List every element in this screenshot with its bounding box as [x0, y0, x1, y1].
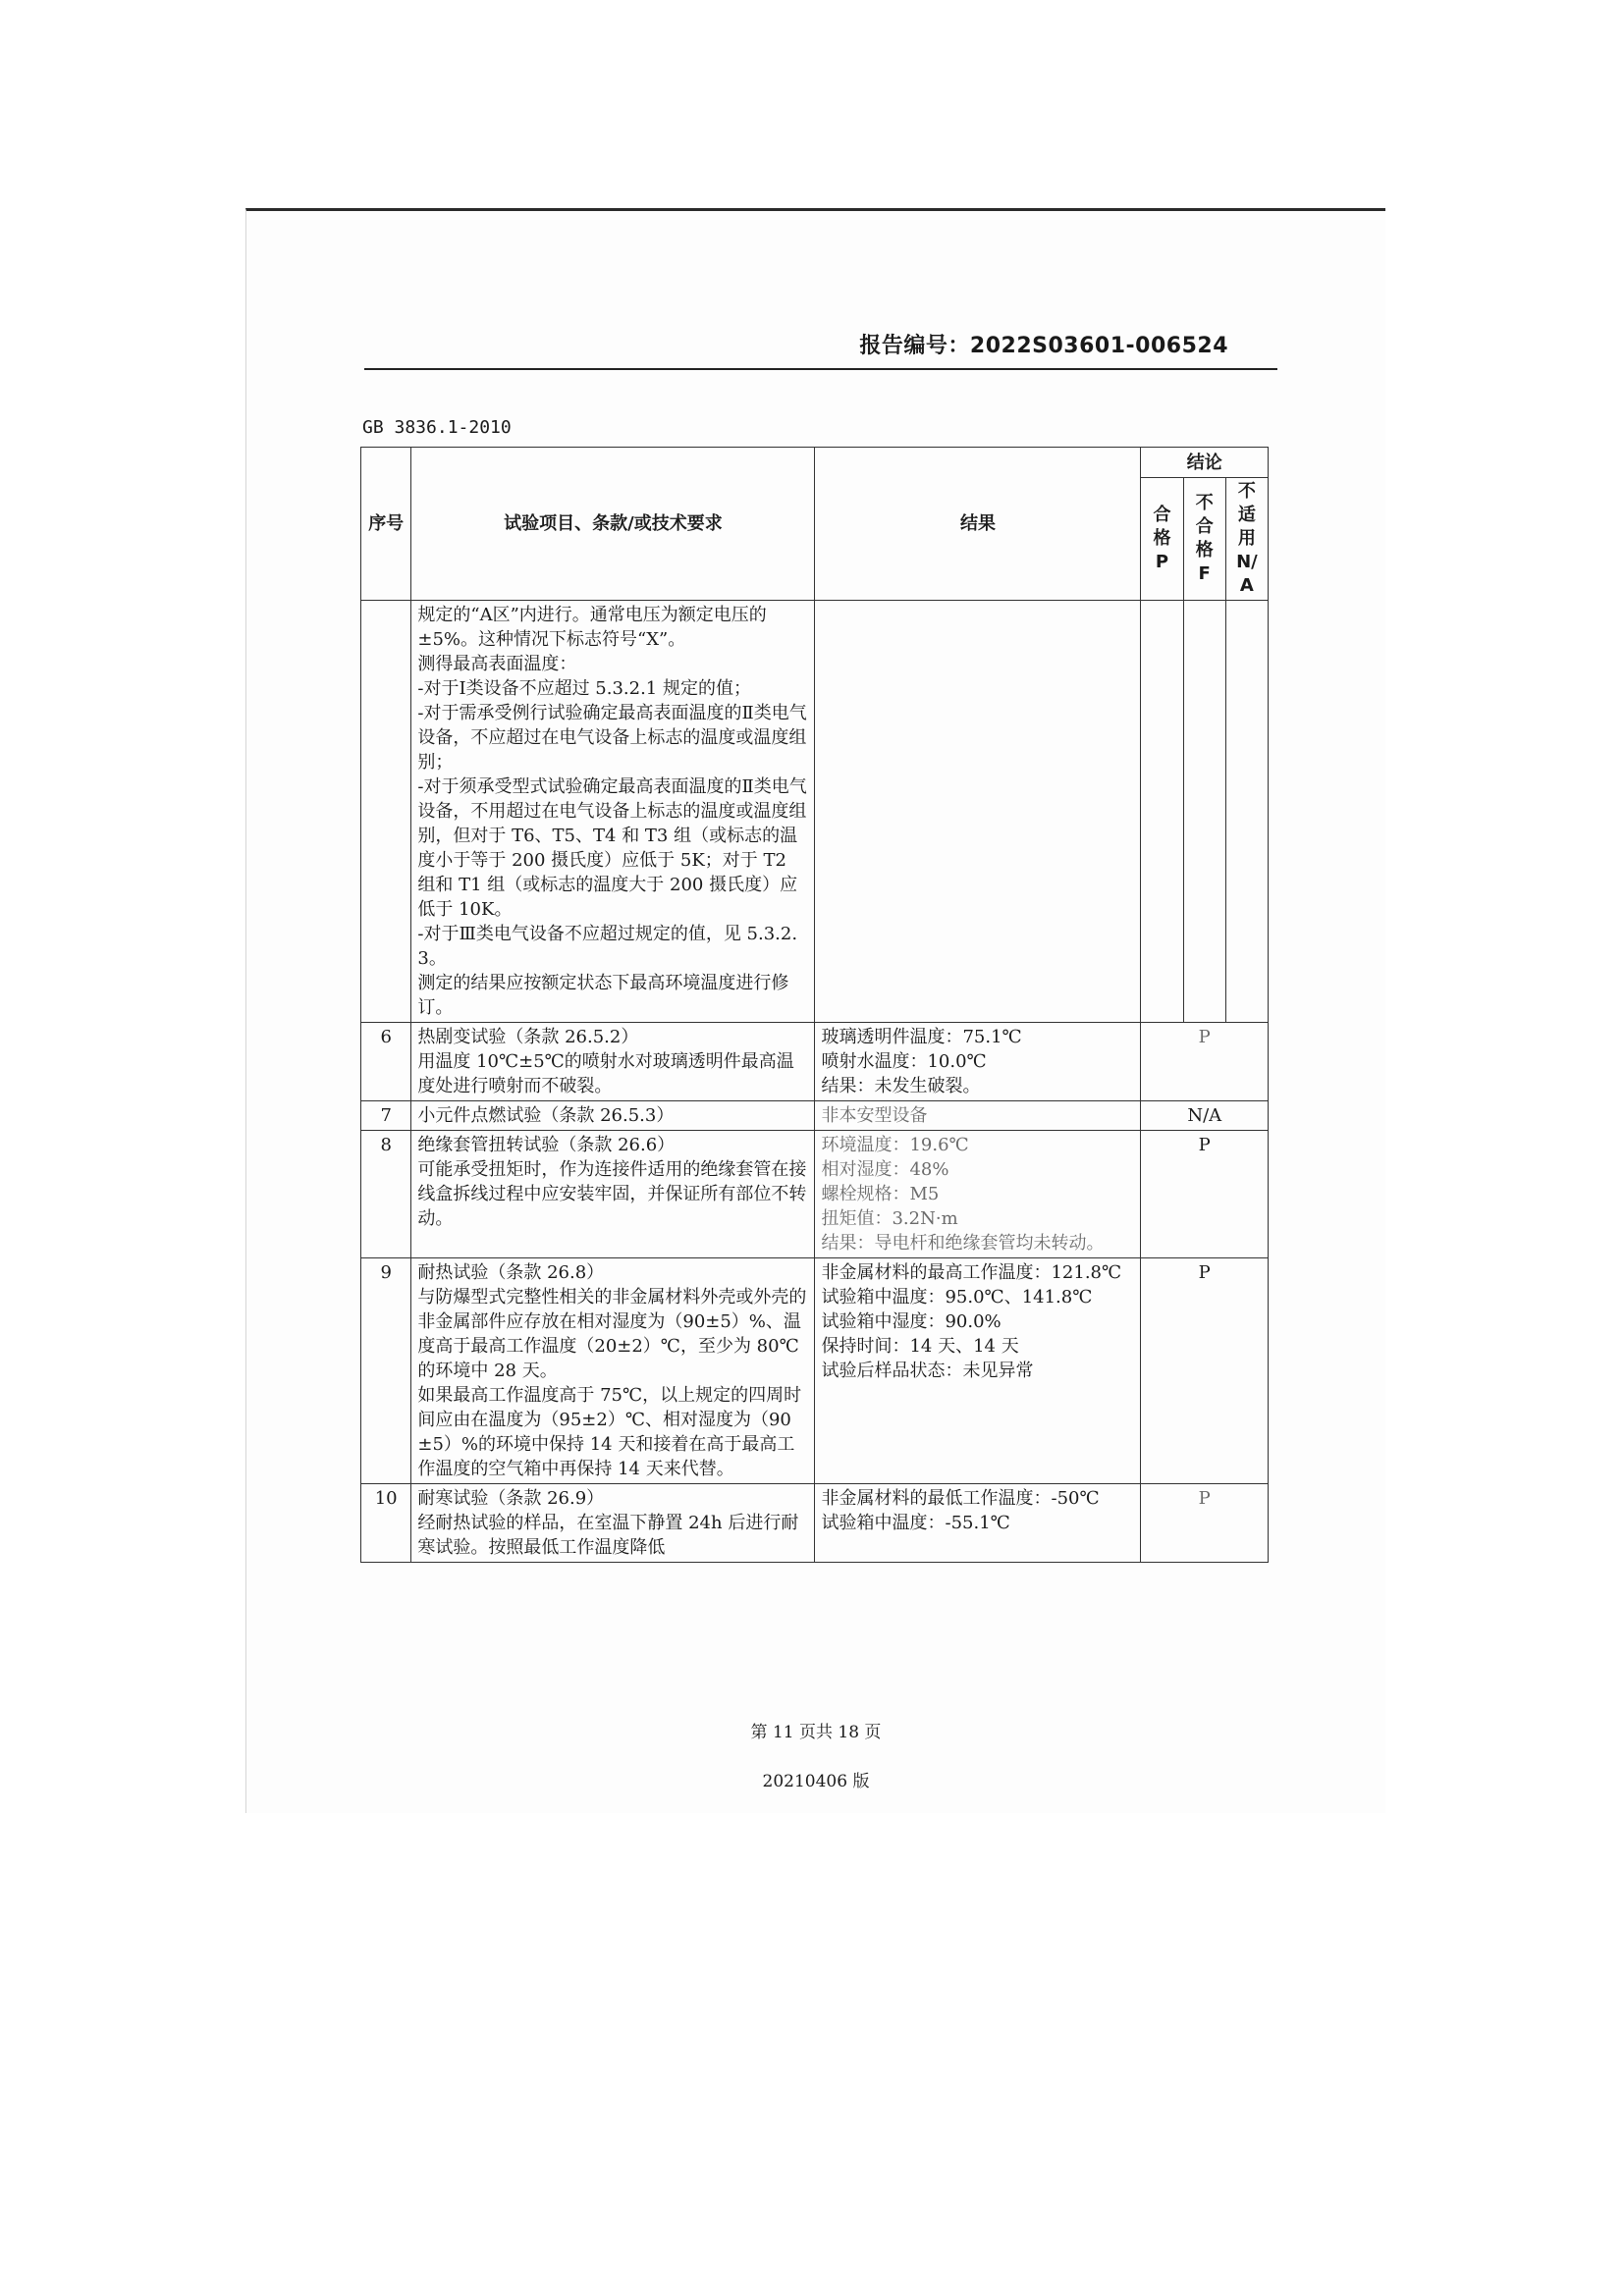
result-line: 保持时间：14 天、14 天	[821, 1336, 1019, 1357]
continuation-line: -对于需承受例行试验确定最高表面温度的Ⅱ类电气设备，不应超过在电气设备上标志的温度或温度组别；	[417, 703, 807, 773]
cell-item	[411, 1023, 815, 1101]
cell-verdict: N/A	[1141, 1101, 1269, 1131]
result-line: 扭矩值：3.2N·m	[821, 1208, 958, 1229]
continuation-line: 测得最高表面温度：	[417, 654, 577, 674]
continuation-line: 测定的结果应按额定状态下最高环境温度进行修订。	[417, 973, 789, 1018]
result-line: 螺栓规格：M5	[821, 1184, 940, 1204]
cell-verdict: P	[1141, 1258, 1269, 1484]
header-no: 序号	[361, 448, 411, 601]
header-fail: 不合格F	[1183, 478, 1225, 601]
item-title: 耐寒试验（条款 26.9）	[417, 1488, 605, 1509]
cell-no: 8	[361, 1131, 411, 1258]
standard-label: GB 3836.1-2010	[362, 417, 512, 438]
result-line: 结果：未发生破裂。	[821, 1076, 981, 1096]
cell-result	[815, 1023, 1141, 1101]
test-results-table	[360, 447, 1269, 1563]
table-row-8	[361, 1131, 1269, 1258]
version-label: 20210406 版	[762, 1772, 870, 1791]
result-line: 喷射水温度：10.0℃	[821, 1051, 987, 1072]
header-item: 试验项目、条款/或技术要求	[411, 448, 815, 601]
result-line: 非金属材料的最高工作温度：121.8℃	[821, 1262, 1122, 1283]
cell-no: 10	[361, 1484, 411, 1563]
result-line: 相对湿度：48%	[821, 1159, 949, 1180]
result-line: 试验箱中湿度：90.0%	[821, 1311, 1001, 1332]
header-na: 不适用N/A	[1225, 478, 1268, 601]
header-row-1	[361, 448, 1269, 478]
item-title: 耐热试验（条款 26.8）	[417, 1262, 605, 1283]
cell-no	[361, 601, 411, 1023]
result-line: 环境温度：19.6℃	[821, 1135, 969, 1155]
cell-result	[815, 1484, 1141, 1563]
item-text: 如果最高工作温度高于 75℃，以上规定的四周时间应由在温度为（95±2）℃、相对湿度为（90±5）%的环境中保持 14 天和接着在高于最高工作温度的空气箱中再保持 14 天来代替。	[417, 1385, 802, 1479]
cell-result	[815, 1131, 1141, 1258]
item-text: 用温度 10℃±5℃的喷射水对玻璃透明件最高温度处进行喷射而不破裂。	[417, 1051, 794, 1096]
continuation-line: -对于须承受型式试验确定最高表面温度的Ⅱ类电气设备，不用超过在电气设备上标志的温度或温度组别，但对于 T6、T5、T4 和 T3 组（或标志的温度小于等于 200 摄氏度）应低于 5K；对于 T2 组和 T1 组（或标志的温度大于 200 摄氏度）应低于 10K。	[417, 776, 807, 920]
cell-verdict: P	[1141, 1023, 1269, 1101]
cell-no: 7	[361, 1101, 411, 1131]
result-line: 玻璃透明件温度：75.1℃	[821, 1027, 1022, 1047]
cell-verdict	[1225, 601, 1268, 1023]
header-pass: 合格P	[1141, 478, 1183, 601]
cell-no: 9	[361, 1258, 411, 1484]
table-row-9	[361, 1258, 1269, 1484]
cell-verdict	[1183, 601, 1225, 1023]
cell-verdict: P	[1141, 1131, 1269, 1258]
item-title: 小元件点燃试验（条款 26.5.3）	[417, 1105, 675, 1126]
cell-item	[411, 1101, 815, 1131]
cell-item	[411, 601, 815, 1023]
header-rule	[364, 368, 1277, 370]
cell-verdict	[1141, 601, 1183, 1023]
cell-result	[815, 1258, 1141, 1484]
continuation-line: -对于Ⅲ类电气设备不应超过规定的值，见 5.3.2.3。	[417, 924, 798, 969]
header-result: 结果	[815, 448, 1141, 601]
scanned-page	[245, 208, 1385, 1813]
item-text: 经耐热试验的样品，在室温下静置 24h 后进行耐寒试验。按照最低工作温度降低	[417, 1513, 799, 1558]
cell-item	[411, 1258, 815, 1484]
cell-item	[411, 1484, 815, 1563]
continuation-line: -对于Ⅰ类设备不应超过 5.3.2.1 规定的值；	[417, 678, 751, 699]
cell-item	[411, 1131, 815, 1258]
report-number: 报告编号：2022S03601-006524	[859, 334, 1228, 358]
result-line: 试验箱中温度：95.0℃、141.8℃	[821, 1287, 1093, 1308]
table-row-continuation	[361, 601, 1269, 1023]
result-line: 非金属材料的最低工作温度：-50℃	[821, 1488, 1100, 1509]
table-row-6	[361, 1023, 1269, 1101]
page-number: 第 11 页共 18 页	[750, 1723, 882, 1742]
header-conclusion: 结论	[1141, 448, 1269, 478]
result-line: 非本安型设备	[821, 1105, 928, 1126]
result-line: 试验箱中温度：-55.1℃	[821, 1513, 1010, 1533]
item-text: 可能承受扭矩时，作为连接件适用的绝缘套管在接线盒拆线过程中应安装牢固，并保证所有部位不转动。	[417, 1159, 807, 1229]
item-title: 绝缘套管扭转试验（条款 26.6）	[417, 1135, 676, 1155]
cell-result	[815, 1101, 1141, 1131]
result-line: 结果：导电杆和绝缘套管均未转动。	[821, 1233, 1105, 1254]
cell-no: 6	[361, 1023, 411, 1101]
table-row-10	[361, 1484, 1269, 1563]
continuation-line: 规定的“A区”内进行。通常电压为额定电压的±5%。这种情况下标志符号“X”。	[417, 605, 767, 650]
table-row-7	[361, 1101, 1269, 1131]
cell-verdict: P	[1141, 1484, 1269, 1563]
cell-result	[815, 601, 1141, 1023]
result-line: 试验后样品状态：未见异常	[821, 1361, 1034, 1381]
item-title: 热剧变试验（条款 26.5.2）	[417, 1027, 639, 1047]
item-text: 与防爆型式完整性相关的非金属材料外壳或外壳的非金属部件应存放在相对湿度为（90±5）%、温度高于最高工作温度（20±2）℃，至少为 80℃的环境中 28 天。	[417, 1287, 807, 1381]
